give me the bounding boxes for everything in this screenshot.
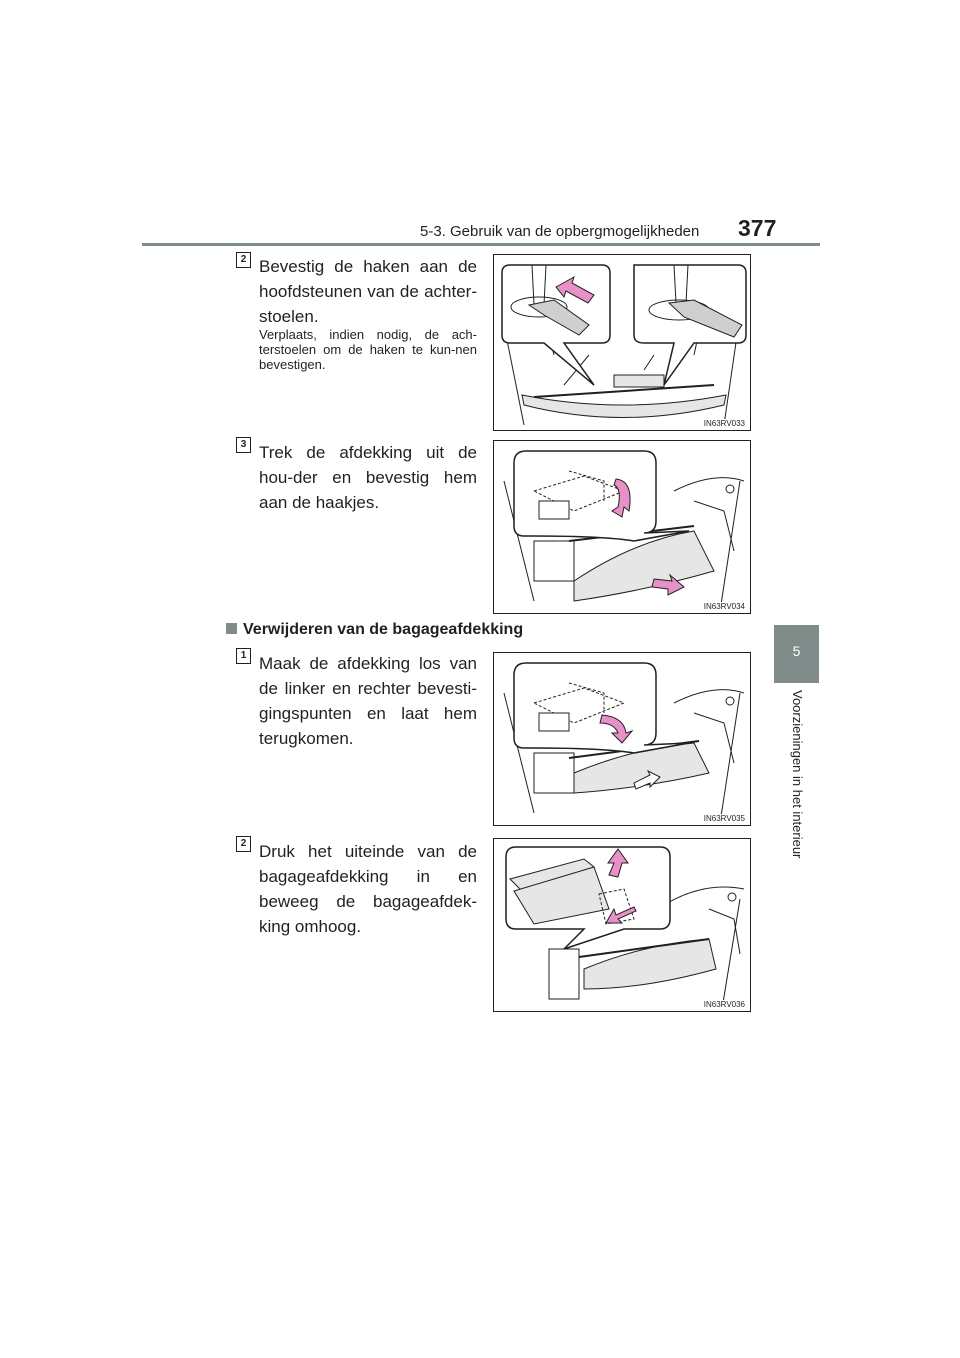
figure-code: IN63RV033 [703,419,745,428]
headrest-hook-illustration [494,255,750,430]
step-instruction: Maak de afdekking los van de linker en rechter bevesti-gingspunten en laat hem terugkomen. [259,654,477,748]
chapter-label: Voorzieningen in het interieur [790,690,805,859]
figure-hooks-headrests [493,254,751,431]
figure-code: IN63RV036 [703,1000,745,1009]
section-heading [226,621,523,639]
step-number-badge: 3 [236,437,251,453]
step-instruction: Trek de afdekking uit de hou-der en bevestig hem aan de haakjes. [259,443,477,512]
step-number-badge: 2 [236,252,251,268]
figure-lift-cover [493,838,751,1012]
step-instruction: Bevestig de haken aan de hoofdsteunen van de achter-stoelen. [259,257,477,326]
pull-cover-illustration [494,441,750,613]
figure-pull-cover [493,440,751,614]
figure-code: IN63RV034 [703,602,745,611]
lift-cover-illustration [494,839,750,1011]
section-heading-text: Verwijderen van de bagageafdekking [243,621,524,638]
step-number-badge: 1 [236,648,251,664]
step-note: Verplaats, indien nodig, de ach-terstoelen om de haken te kun-nen bevestigen. [259,327,477,372]
chapter-number: 5 [792,643,801,659]
section-title: 5-3. Gebruik van de opbergmogelijkheden [420,223,700,240]
chapter-tab [774,625,819,683]
release-cover-illustration [494,653,750,825]
page-number: 377 [738,215,777,241]
step-instruction: Druk het uiteinde van de bagageafdekking in en beweeg de bagageafdek-king omhoog. [259,842,477,936]
step-number-badge: 2 [236,836,251,852]
figure-code: IN63RV035 [703,814,745,823]
heading-square-icon [226,623,237,634]
header-divider [142,243,820,246]
figure-release-cover [493,652,751,826]
